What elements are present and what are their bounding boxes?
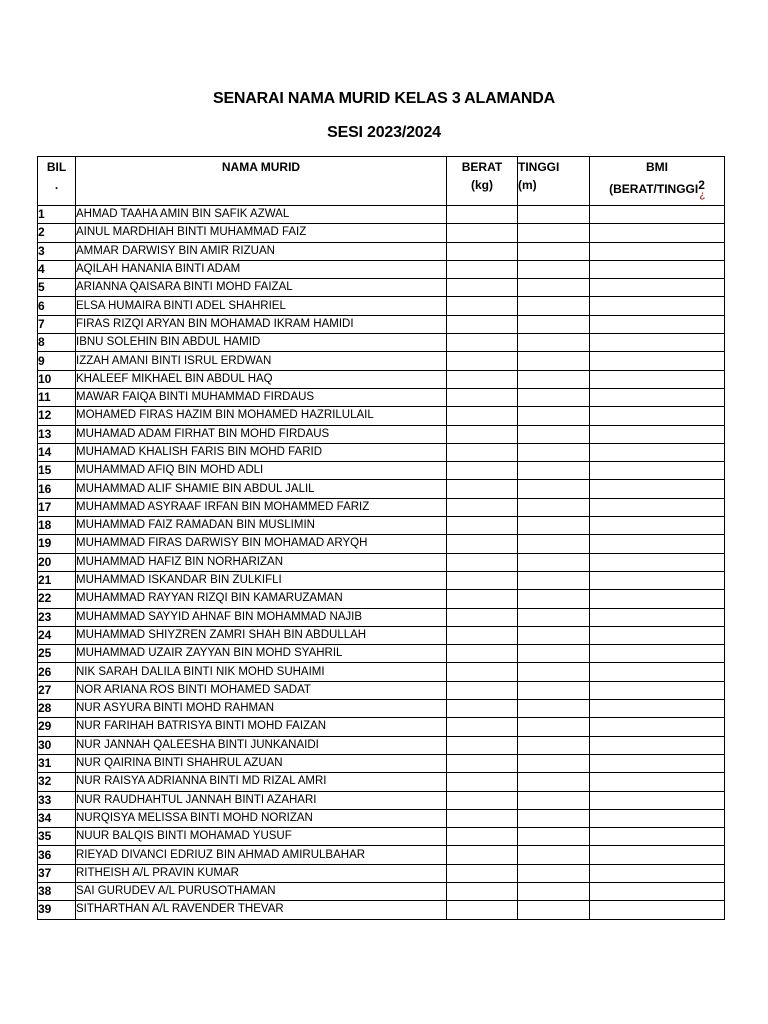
berat-cell[interactable] — [447, 224, 518, 242]
table-row — [38, 791, 725, 809]
berat-cell[interactable] — [447, 663, 518, 681]
tinggi-cell[interactable] — [518, 828, 590, 846]
table-row — [38, 773, 725, 791]
bmi-cell[interactable] — [590, 791, 725, 809]
bmi-cell[interactable] — [590, 773, 725, 791]
bmi-cell[interactable] — [590, 315, 725, 333]
row-number: 29 — [38, 718, 76, 736]
table-row — [38, 736, 725, 754]
student-name: NOR ARIANA ROS BINTI MOHAMED SADAT — [76, 681, 447, 699]
berat-cell[interactable] — [447, 901, 518, 919]
tinggi-cell[interactable] — [518, 334, 590, 352]
tinggi-cell[interactable] — [518, 315, 590, 333]
row-number: 16 — [38, 480, 76, 498]
table-row — [38, 297, 725, 315]
bmi-cell[interactable] — [590, 663, 725, 681]
berat-cell[interactable] — [447, 846, 518, 864]
row-number: 18 — [38, 517, 76, 535]
tinggi-cell[interactable] — [518, 425, 590, 443]
table-row — [38, 352, 725, 370]
student-name: MUHAMMAD FIRAS DARWISY BIN MOHAMAD ARYQH — [76, 535, 447, 553]
berat-cell[interactable] — [447, 407, 518, 425]
row-number: 35 — [38, 828, 76, 846]
bmi-cell[interactable] — [590, 443, 725, 461]
student-name: RIEYAD DIVANCI EDRIUZ BIN AHMAD AMIRULBAHAR — [76, 846, 447, 864]
student-name: NUR RAISYA ADRIANNA BINTI MD RIZAL AMRI — [76, 773, 447, 791]
tinggi-cell[interactable] — [518, 535, 590, 553]
berat-cell[interactable] — [447, 370, 518, 388]
table-row — [38, 846, 725, 864]
tinggi-cell[interactable] — [518, 279, 590, 297]
student-name: AHMAD TAAHA AMIN BIN SAFIK AZWAL — [76, 206, 447, 224]
student-name: MUHAMMAD FAIZ RAMADAN BIN MUSLIMIN — [76, 517, 447, 535]
table-body — [38, 206, 725, 920]
bmi-cell[interactable] — [590, 297, 725, 315]
table-row — [38, 809, 725, 827]
bmi-cell[interactable] — [590, 681, 725, 699]
student-name: AMMAR DARWISY BIN AMIR RIZUAN — [76, 242, 447, 260]
student-name: AQILAH HANANIA BINTI ADAM — [76, 260, 447, 278]
bmi-cell[interactable] — [590, 242, 725, 260]
berat-cell[interactable] — [447, 297, 518, 315]
tinggi-cell[interactable] — [518, 498, 590, 516]
tinggi-cell[interactable] — [518, 718, 590, 736]
row-number: 8 — [38, 334, 76, 352]
row-number: 11 — [38, 388, 76, 406]
table-row — [38, 828, 725, 846]
student-name: NUR JANNAH QALEESHA BINTI JUNKANAIDI — [76, 736, 447, 754]
bmi-cell[interactable] — [590, 864, 725, 882]
bmi-cell[interactable] — [590, 407, 725, 425]
tinggi-cell[interactable] — [518, 517, 590, 535]
tinggi-cell[interactable] — [518, 242, 590, 260]
berat-cell[interactable] — [447, 553, 518, 571]
berat-cell[interactable] — [447, 315, 518, 333]
student-roster-table — [37, 156, 725, 920]
bmi-cell[interactable] — [590, 260, 725, 278]
tinggi-cell[interactable] — [518, 224, 590, 242]
row-number: 30 — [38, 736, 76, 754]
student-name: NURQISYA MELISSA BINTI MOHD NORIZAN — [76, 809, 447, 827]
table-row — [38, 480, 725, 498]
row-number: 39 — [38, 901, 76, 919]
table-row — [38, 901, 725, 919]
row-number: 21 — [38, 571, 76, 589]
row-number: 6 — [38, 297, 76, 315]
header-bil-dot: . — [54, 178, 59, 192]
student-name: NIK SARAH DALILA BINTI NIK MOHD SUHAIMI — [76, 663, 447, 681]
berat-cell[interactable] — [447, 754, 518, 772]
table-row — [38, 864, 725, 882]
tinggi-cell[interactable] — [518, 681, 590, 699]
table-row — [38, 370, 725, 388]
bmi-cell[interactable] — [590, 462, 725, 480]
header-tinggi-label: TINGGI — [518, 160, 560, 174]
table-row — [38, 754, 725, 772]
tinggi-cell[interactable] — [518, 206, 590, 224]
table-row — [38, 260, 725, 278]
row-number: 20 — [38, 553, 76, 571]
student-name: MUHAMMAD ISKANDAR BIN ZULKIFLI — [76, 571, 447, 589]
row-number: 3 — [38, 242, 76, 260]
bmi-cell[interactable] — [590, 370, 725, 388]
bmi-cell[interactable] — [590, 571, 725, 589]
row-number: 31 — [38, 754, 76, 772]
bmi-cell[interactable] — [590, 425, 725, 443]
row-number: 33 — [38, 791, 76, 809]
student-name: NUUR BALQIS BINTI MOHAMAD YUSUF — [76, 828, 447, 846]
bmi-cell[interactable] — [590, 553, 725, 571]
bmi-cell[interactable] — [590, 718, 725, 736]
student-name: FIRAS RIZQI ARYAN BIN MOHAMAD IKRAM HAMIDI — [76, 315, 447, 333]
tinggi-cell[interactable] — [518, 370, 590, 388]
student-name: NUR FARIHAH BATRISYA BINTI MOHD FAIZAN — [76, 718, 447, 736]
table-row — [38, 224, 725, 242]
table-row — [38, 590, 725, 608]
berat-cell[interactable] — [447, 334, 518, 352]
student-name: SITHARTHAN A/L RAVENDER THEVAR — [76, 901, 447, 919]
table-row — [38, 425, 725, 443]
table-row — [38, 498, 725, 516]
header-nama-murid-label: NAMA MURID — [221, 160, 301, 174]
table-row — [38, 535, 725, 553]
table-row — [38, 443, 725, 461]
header-berat-label: BERAT — [461, 160, 503, 174]
bmi-cell[interactable] — [590, 700, 725, 718]
student-name: NUR QAIRINA BINTI SHAHRUL AZUAN — [76, 754, 447, 772]
bmi-cell[interactable] — [590, 882, 725, 900]
student-name: MUHAMMAD RAYYAN RIZQI BIN KAMARUZAMAN — [76, 590, 447, 608]
berat-cell[interactable] — [447, 882, 518, 900]
row-number: 28 — [38, 700, 76, 718]
berat-cell[interactable] — [447, 242, 518, 260]
tinggi-cell[interactable] — [518, 388, 590, 406]
student-name: ARIANNA QAISARA BINTI MOHD FAIZAL — [76, 279, 447, 297]
bmi-cell[interactable] — [590, 901, 725, 919]
tinggi-cell[interactable] — [518, 645, 590, 663]
berat-cell[interactable] — [447, 626, 518, 644]
tinggi-cell[interactable] — [518, 864, 590, 882]
student-name: ELSA HUMAIRA BINTI ADEL SHAHRIEL — [76, 297, 447, 315]
bmi-cell[interactable] — [590, 206, 725, 224]
table-row — [38, 462, 725, 480]
bmi-cell[interactable] — [590, 498, 725, 516]
table-row — [38, 517, 725, 535]
row-number: 22 — [38, 590, 76, 608]
berat-cell[interactable] — [447, 681, 518, 699]
berat-cell[interactable] — [447, 206, 518, 224]
table-row — [38, 608, 725, 626]
table-header-row — [38, 157, 725, 206]
tinggi-cell[interactable] — [518, 626, 590, 644]
bmi-cell[interactable] — [590, 590, 725, 608]
student-name: MAWAR FAIQA BINTI MUHAMMAD FIRDAUS — [76, 388, 447, 406]
student-name: IBNU SOLEHIN BIN ABDUL HAMID — [76, 334, 447, 352]
table-row — [38, 553, 725, 571]
student-name: RITHEISH A/L PRAVIN KUMAR — [76, 864, 447, 882]
berat-cell[interactable] — [447, 773, 518, 791]
bmi-superscript-text: 2 — [698, 178, 705, 192]
row-number: 12 — [38, 407, 76, 425]
bmi-cell[interactable] — [590, 535, 725, 553]
bmi-cell[interactable] — [590, 645, 725, 663]
tinggi-cell[interactable] — [518, 590, 590, 608]
berat-cell[interactable] — [447, 388, 518, 406]
berat-cell[interactable] — [447, 608, 518, 626]
berat-cell[interactable] — [447, 736, 518, 754]
row-number: 5 — [38, 279, 76, 297]
row-number: 38 — [38, 882, 76, 900]
row-number: 36 — [38, 846, 76, 864]
table-row — [38, 334, 725, 352]
row-number: 1 — [38, 206, 76, 224]
tinggi-cell[interactable] — [518, 443, 590, 461]
bmi-cell[interactable] — [590, 608, 725, 626]
student-name: MUHAMMAD UZAIR ZAYYAN BIN MOHD SYAHRIL — [76, 645, 447, 663]
row-number: 23 — [38, 608, 76, 626]
student-name: KHALEEF MIKHAEL BIN ABDUL HAQ — [76, 370, 447, 388]
row-number: 37 — [38, 864, 76, 882]
row-number: 13 — [38, 425, 76, 443]
student-name: MUHAMAD ADAM FIRHAT BIN MOHD FIRDAUS — [76, 425, 447, 443]
bmi-cell[interactable] — [590, 754, 725, 772]
row-number: 32 — [38, 773, 76, 791]
berat-cell[interactable] — [447, 590, 518, 608]
bmi-cell[interactable] — [590, 279, 725, 297]
bmi-cell[interactable] — [590, 626, 725, 644]
tinggi-cell[interactable] — [518, 901, 590, 919]
table-row — [38, 206, 725, 224]
table-row — [38, 571, 725, 589]
student-name: MOHAMED FIRAS HAZIM BIN MOHAMED HAZRILULAIL — [76, 407, 447, 425]
bmi-cell[interactable] — [590, 480, 725, 498]
bmi-cell[interactable] — [590, 352, 725, 370]
row-number: 2 — [38, 224, 76, 242]
student-name: IZZAH AMANI BINTI ISRUL ERDWAN — [76, 352, 447, 370]
tinggi-cell[interactable] — [518, 791, 590, 809]
row-number: 27 — [38, 681, 76, 699]
table-row — [38, 645, 725, 663]
header-bmi-label: BMI — [646, 160, 668, 174]
student-name: SAI GURUDEV A/L PURUSOTHAMAN — [76, 882, 447, 900]
document-title: SENARAI NAMA MURID KELAS 3 ALAMANDA — [212, 90, 556, 107]
berat-cell[interactable] — [447, 571, 518, 589]
table-row — [38, 279, 725, 297]
berat-cell[interactable] — [447, 443, 518, 461]
bmi-cell[interactable] — [590, 517, 725, 535]
tinggi-cell[interactable] — [518, 553, 590, 571]
header-tinggi-unit: (m) — [518, 178, 537, 192]
header-nama-murid — [76, 157, 447, 206]
student-name: MUHAMMAD SAYYID AHNAF BIN MOHAMMAD NAJIB — [76, 608, 447, 626]
row-number: 25 — [38, 645, 76, 663]
tinggi-cell[interactable] — [518, 352, 590, 370]
bmi-cell[interactable] — [590, 224, 725, 242]
row-number: 24 — [38, 626, 76, 644]
row-number: 19 — [38, 535, 76, 553]
row-number: 10 — [38, 370, 76, 388]
student-name: NUR ASYURA BINTI MOHD RAHMAN — [76, 700, 447, 718]
tinggi-cell[interactable] — [518, 571, 590, 589]
tinggi-cell[interactable] — [518, 809, 590, 827]
bmi-cell[interactable] — [590, 736, 725, 754]
bmi-cell[interactable] — [590, 388, 725, 406]
berat-cell[interactable] — [447, 279, 518, 297]
berat-cell[interactable] — [447, 480, 518, 498]
tinggi-cell[interactable] — [518, 882, 590, 900]
row-number: 17 — [38, 498, 76, 516]
tinggi-cell[interactable] — [518, 297, 590, 315]
row-number: 34 — [38, 809, 76, 827]
table-row — [38, 681, 725, 699]
bmi-cell[interactable] — [590, 828, 725, 846]
header-bil — [38, 157, 76, 206]
table-row — [38, 718, 725, 736]
berat-cell[interactable] — [447, 260, 518, 278]
berat-cell[interactable] — [447, 425, 518, 443]
berat-cell[interactable] — [447, 718, 518, 736]
student-name: MUHAMMAD ALIF SHAMIE BIN ABDUL JALIL — [76, 480, 447, 498]
berat-cell[interactable] — [447, 828, 518, 846]
document-session: SESI 2023/2024 — [327, 124, 441, 141]
header-berat — [447, 157, 518, 206]
row-number: 9 — [38, 352, 76, 370]
bmi-cell[interactable] — [590, 809, 725, 827]
student-name: MUHAMMAD ASYRAAF IRFAN BIN MOHAMMED FARIZ — [76, 498, 447, 516]
header-bmi-superscript — [698, 178, 706, 201]
berat-cell[interactable] — [447, 809, 518, 827]
student-name: MUHAMMAD SHIYZREN ZAMRI SHAH BIN ABDULLAH — [76, 626, 447, 644]
berat-cell[interactable] — [447, 791, 518, 809]
table-row — [38, 388, 725, 406]
table-row — [38, 700, 725, 718]
tinggi-cell[interactable] — [518, 462, 590, 480]
berat-cell[interactable] — [447, 645, 518, 663]
berat-cell[interactable] — [447, 462, 518, 480]
bmi-error-mark: ¿ — [699, 190, 706, 201]
tinggi-cell[interactable] — [518, 736, 590, 754]
berat-cell[interactable] — [447, 864, 518, 882]
tinggi-cell[interactable] — [518, 663, 590, 681]
header-bmi-formula-text: (BERAT/TINGGI — [609, 182, 699, 196]
tinggi-cell[interactable] — [518, 846, 590, 864]
berat-cell[interactable] — [447, 517, 518, 535]
student-name: AINUL MARDHIAH BINTI MUHAMMAD FAIZ — [76, 224, 447, 242]
berat-cell[interactable] — [447, 498, 518, 516]
table-row — [38, 315, 725, 333]
tinggi-cell[interactable] — [518, 480, 590, 498]
tinggi-cell[interactable] — [518, 773, 590, 791]
berat-cell[interactable] — [447, 700, 518, 718]
bmi-cell[interactable] — [590, 846, 725, 864]
table-row — [38, 626, 725, 644]
header-bil-label: BIL — [46, 160, 67, 174]
row-number: 15 — [38, 462, 76, 480]
berat-cell[interactable] — [447, 535, 518, 553]
tinggi-cell[interactable] — [518, 754, 590, 772]
student-name: MUHAMMAD HAFIZ BIN NORHARIZAN — [76, 553, 447, 571]
student-name: MUHAMMAD AFIQ BIN MOHD ADLI — [76, 462, 447, 480]
row-number: 7 — [38, 315, 76, 333]
bmi-cell[interactable] — [590, 334, 725, 352]
table-row — [38, 242, 725, 260]
header-tinggi — [518, 157, 590, 206]
student-name: NUR RAUDHAHTUL JANNAH BINTI AZAHARI — [76, 791, 447, 809]
row-number: 4 — [38, 260, 76, 278]
row-number: 26 — [38, 663, 76, 681]
tinggi-cell[interactable] — [518, 700, 590, 718]
header-bmi-formula — [609, 178, 706, 201]
table-row — [38, 407, 725, 425]
tinggi-cell[interactable] — [518, 407, 590, 425]
row-number: 14 — [38, 443, 76, 461]
table-row — [38, 663, 725, 681]
table-row — [38, 882, 725, 900]
header-bmi — [590, 157, 725, 206]
tinggi-cell[interactable] — [518, 260, 590, 278]
berat-cell[interactable] — [447, 352, 518, 370]
header-berat-unit: (kg) — [471, 178, 493, 192]
student-name: MUHAMAD KHALISH FARIS BIN MOHD FARID — [76, 443, 447, 461]
tinggi-cell[interactable] — [518, 608, 590, 626]
